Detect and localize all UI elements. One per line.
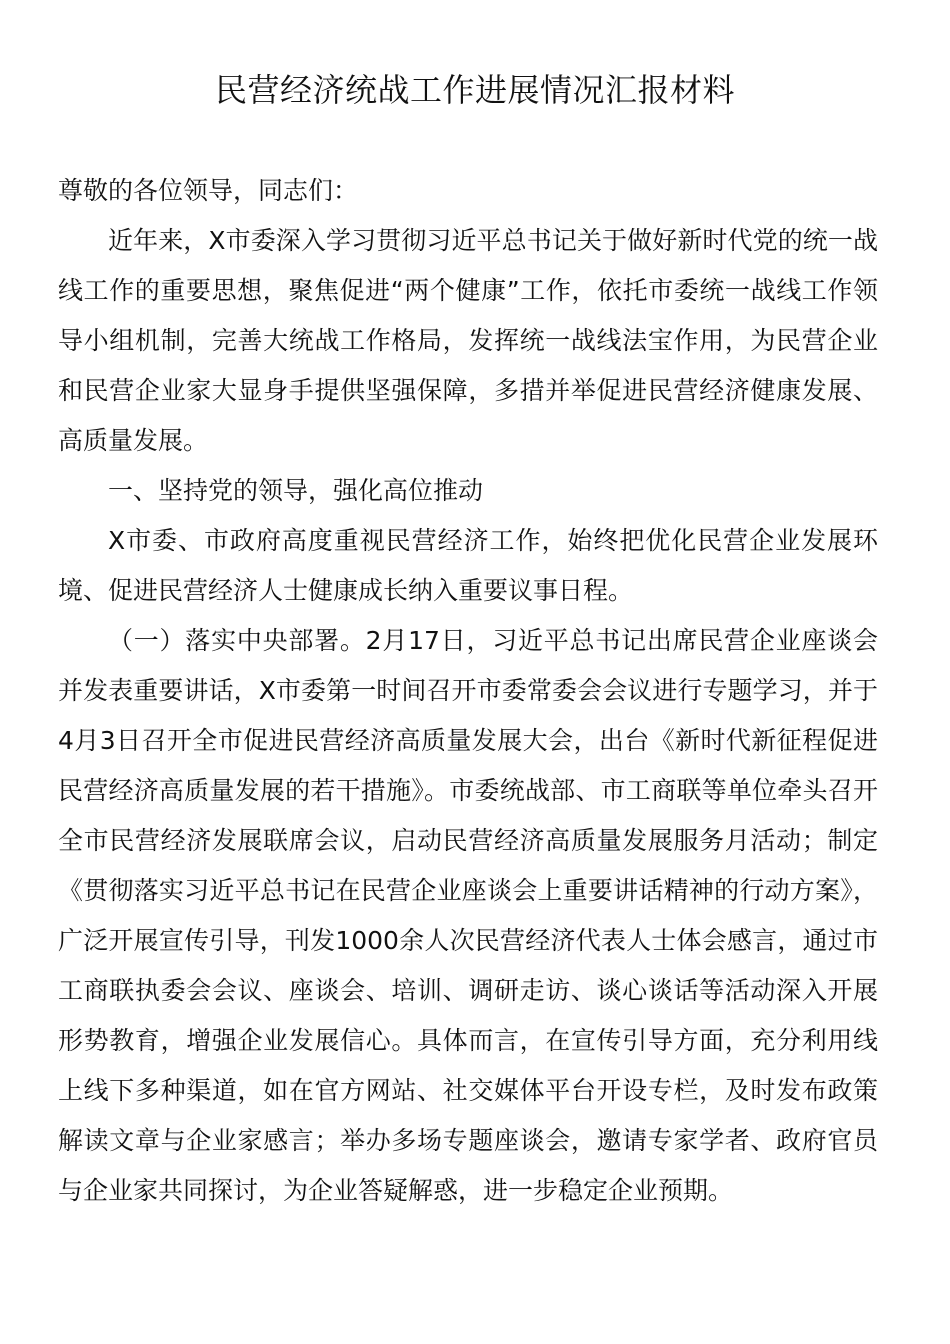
section-heading-1: 一、坚持党的领导，强化高位推动 — [108, 476, 484, 505]
salutation: 尊敬的各位领导，同志们： — [58, 176, 359, 205]
intro-paragraph: 近年来，X市委深入学习贯彻习近平总书记关于做好新时代党的统一战线工作的重要思想，聚焦促进“两个健康”工作，依托市委统一战线工作领导小组机制，完善大统战工作格局，发挥统一战线法宝作用，为民营企业和民营企业家大显身手提供坚强保障，多措并举促进民营经济健康发展、高质量发展。 — [58, 226, 878, 455]
document-title: 民营经济统战工作进展情况汇报材料 — [214, 71, 735, 109]
section-1-intro-paragraph: X市委、市政府高度重视民营经济工作，始终把优化民营企业发展环境、促进民营经济人士健康成长纳入重要议事日程。 — [58, 526, 878, 605]
document-body — [58, 166, 878, 1216]
subsection-1-paragraph: （一）落实中央部署。2月17日，习近平总书记出席民营企业座谈会并发表重要讲话，X市委第一时间召开市委常委会会议进行专题学习，并于4月3日召开全市促进民营经济高质量发展大会，出台《新时代新征程促进民营经济高质量发展的若干措施》。市委统战部、市工商联等单位牵头召开全市民营经济发展联席会议，启动民营经济高质量发展服务月活动；制定《贯彻落实习近平总书记在民营企业座谈会上重要讲话精神的行动方案》，广泛开展宣传引导，刊发1000余人次民营经济代表人士体会感言，通过市工商联执委会会议、座谈会、培训、调研走访、谈心谈话等活动深入开展形势教育，增强企业发展信心。具体而言，在宣传引导方面，充分利用线上线下多种渠道，如在官方网站、社交媒体平台开设专栏，及时发布政策解读文章与企业家感言；举办多场专题座谈会，邀请专家学者、政府官员与企业家共同探讨，为企业答疑解惑，进一步稳定企业预期。 — [58, 626, 878, 1205]
